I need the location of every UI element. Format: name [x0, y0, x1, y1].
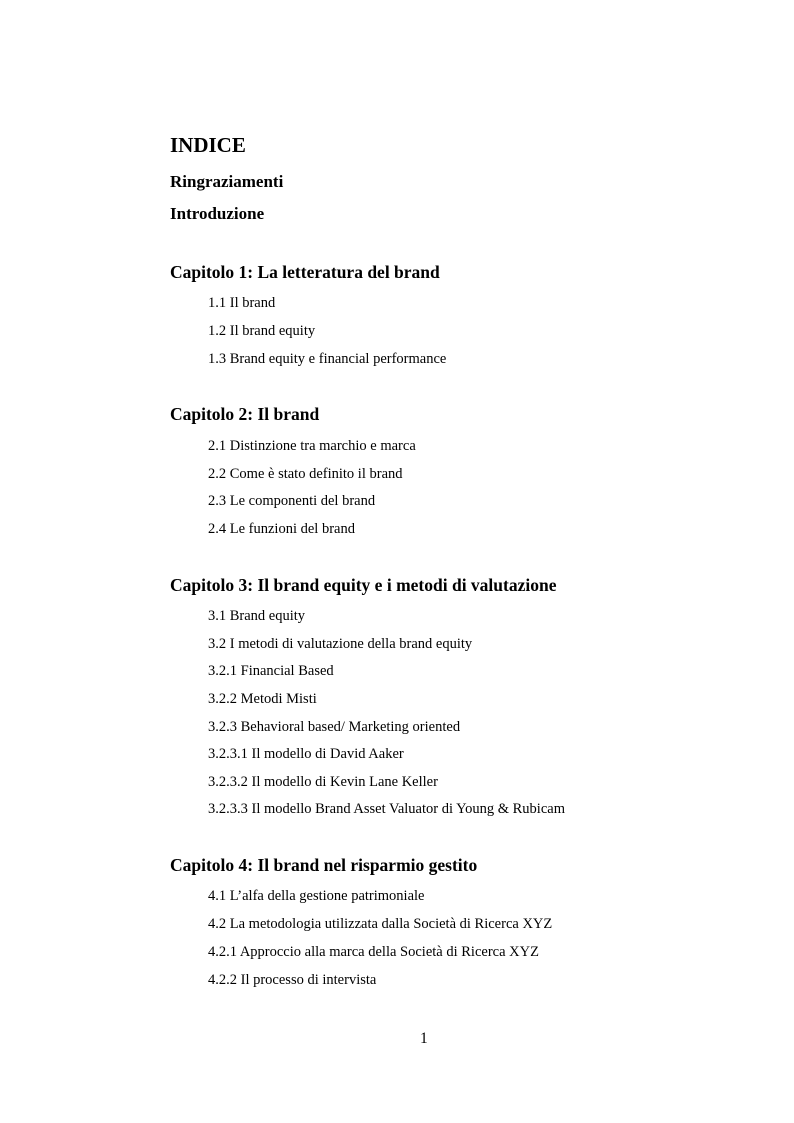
- toc-entry: 2.4 Le funzioni del brand: [208, 521, 355, 537]
- toc-entry: 1.2 Il brand equity: [208, 323, 316, 339]
- toc-entry: 2.3 Le componenti del brand: [208, 493, 376, 509]
- chapter-3-title: Capitolo 3: Il brand equity e i metodi di valutazione: [170, 575, 557, 595]
- page-number: 1: [420, 1030, 428, 1047]
- toc-entry: 4.2.2 Il processo di intervista: [208, 972, 377, 988]
- toc-entry: 3.2.1 Financial Based: [208, 663, 334, 679]
- toc-entry: 4.1 L’alfa della gestione patrimoniale: [208, 888, 425, 904]
- toc-entry: 1.3 Brand equity e financial performance: [208, 351, 447, 367]
- chapter-2-title: Capitolo 2: Il brand: [170, 404, 320, 424]
- front-matter-introduction: Introduzione: [170, 204, 265, 223]
- toc-entry: 3.2 I metodi di valutazione della brand equity: [208, 636, 473, 652]
- toc-entry: 1.1 Il brand: [208, 295, 276, 311]
- chapter-1-title: Capitolo 1: La letteratura del brand: [170, 262, 440, 282]
- toc-entry: 4.2.1 Approccio alla marca della Società di Ricerca XYZ: [208, 944, 539, 960]
- toc-entry: 3.2.2 Metodi Misti: [208, 691, 317, 707]
- toc-entry: 4.2 La metodologia utilizzata dalla Società di Ricerca XYZ: [208, 916, 553, 932]
- index-title: INDICE: [170, 133, 246, 157]
- front-matter-acknowledgements: Ringraziamenti: [170, 172, 284, 191]
- toc-entry: 3.1 Brand equity: [208, 608, 306, 624]
- toc-entry: 3.2.3 Behavioral based/ Marketing oriented: [208, 719, 461, 735]
- toc-entry: 2.1 Distinzione tra marchio e marca: [208, 438, 416, 454]
- toc-entry: 3.2.3.1 Il modello di David Aaker: [208, 746, 404, 762]
- toc-entry: 2.2 Come è stato definito il brand: [208, 466, 403, 482]
- toc-entry: 3.2.3.2 Il modello di Kevin Lane Keller: [208, 774, 438, 790]
- toc-entry: 3.2.3.3 Il modello Brand Asset Valuator di Young & Rubicam: [208, 801, 565, 817]
- chapter-4-title: Capitolo 4: Il brand nel risparmio gestito: [170, 855, 478, 875]
